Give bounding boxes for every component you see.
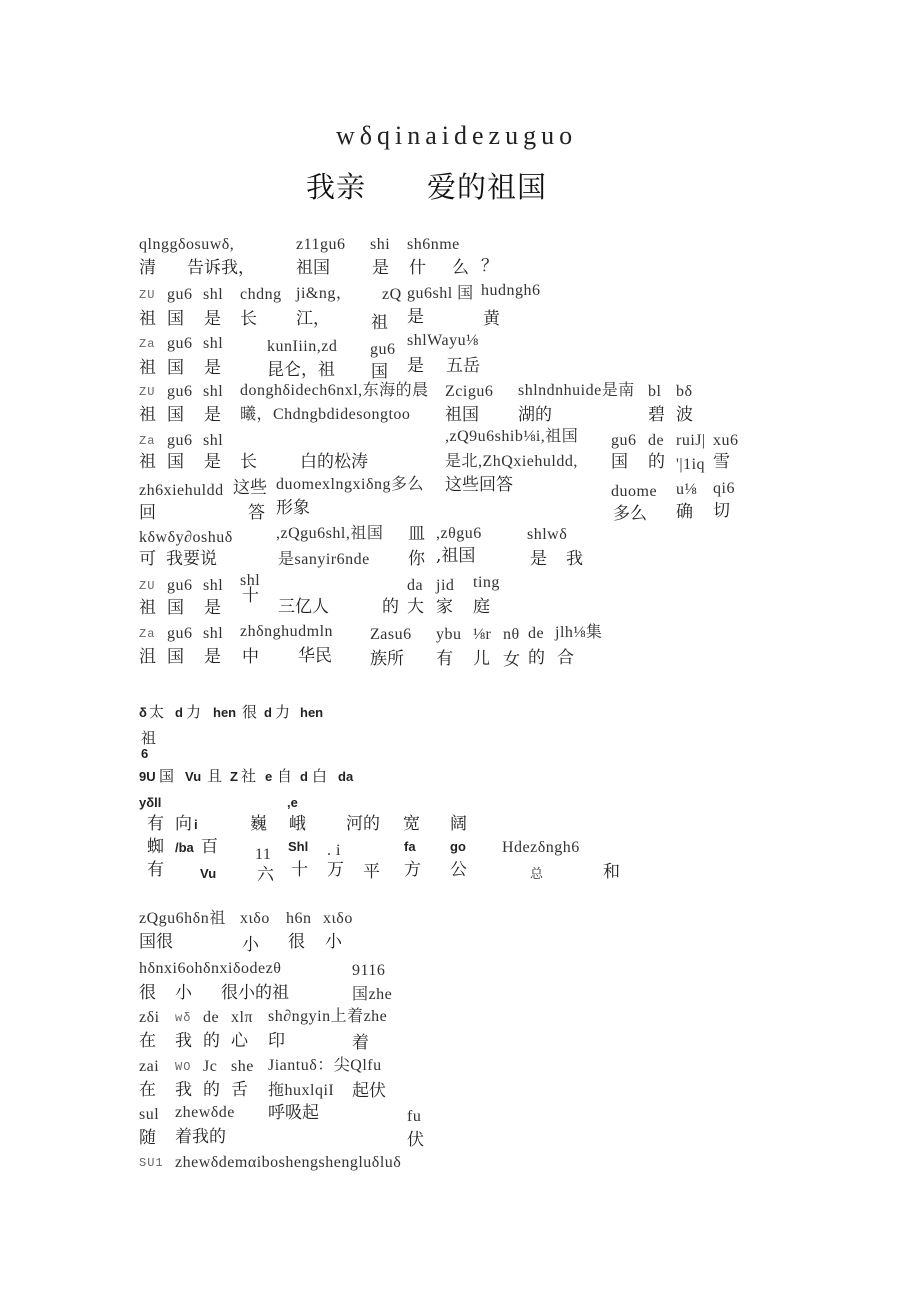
hanzi-text: 国 <box>167 647 184 667</box>
pinyin-text: she <box>231 1058 254 1075</box>
bold-text: da <box>338 769 354 784</box>
hanzi-text: 公 <box>450 860 467 880</box>
bold-text: i <box>194 817 198 832</box>
hanzi-text: ？ <box>481 256 498 276</box>
pinyin-text: ting <box>473 574 500 591</box>
bold-text: Z <box>230 769 238 784</box>
title-hanzi-left: 我亲 <box>306 170 367 204</box>
hanzi-text: 祖 <box>139 452 156 472</box>
hanzi-text: 中 <box>242 647 259 667</box>
hanzi-text: 我 <box>175 1080 192 1100</box>
hanzi-text: 是sanyir6nde <box>278 551 370 568</box>
hanzi-text: 曦，Chdngbdidesongtoo <box>240 406 411 423</box>
title-pinyin: wδqinaidezuguo <box>336 121 578 150</box>
hanzi-text: 国 <box>167 405 184 425</box>
pinyin-text: Za <box>139 337 156 351</box>
pinyin-text: shl <box>203 335 224 352</box>
bold-text: Vu <box>185 769 202 784</box>
hanzi-text: 祖 <box>139 358 156 378</box>
bold-text: fa <box>404 839 416 854</box>
hanzi-text: 国 <box>611 452 628 472</box>
hanzi-text: 宽 <box>403 814 420 834</box>
pinyin-text: gu6 <box>167 286 193 303</box>
hanzi-text: 是 <box>204 358 221 378</box>
hanzi-text: 可 <box>139 549 156 569</box>
bold-text: 6 <box>141 746 149 761</box>
hanzi-text: 力 <box>186 703 202 721</box>
pinyin-text: ji&ng， <box>296 285 353 302</box>
hanzi-text: 着 <box>352 1033 369 1053</box>
hanzi-text: 大 <box>407 597 424 617</box>
pinyin-text: ZU <box>139 579 156 593</box>
hanzi-text: 切 <box>713 501 730 521</box>
hanzi-text: 华民 <box>298 646 332 666</box>
hanzi-text: 国 <box>167 358 184 378</box>
hanzi-text: 祖 <box>371 313 388 333</box>
bold-text: d <box>175 705 183 720</box>
hanzi-text: 且 <box>207 767 223 785</box>
pinyin-text: duome <box>611 483 658 500</box>
hanzi-text: 心 <box>231 1031 248 1051</box>
hanzi-text: 碧 <box>648 405 665 425</box>
hanzi-text: 的 <box>648 452 665 472</box>
pinyin-text: gu6 <box>167 335 193 352</box>
hanzi-text: 向 <box>175 814 192 834</box>
hanzi-text: 江， <box>296 309 330 329</box>
hanzi-text: 国 <box>167 598 184 618</box>
hanzi-text: 这些 <box>233 478 267 498</box>
hanzi-text: 小 <box>175 983 192 1003</box>
pinyin-text: gu6 <box>167 625 193 642</box>
bold-text: e <box>265 769 273 784</box>
hanzi-text: 祖 <box>139 405 156 425</box>
bold-text: d <box>264 705 272 720</box>
pinyin-text: de <box>528 625 545 642</box>
hanzi-text: 呼吸起 <box>268 1103 319 1123</box>
hanzi-text: 我 <box>566 549 583 569</box>
hanzi-text: 皿 <box>408 524 425 544</box>
bold-text: /ba <box>175 840 194 855</box>
hanzi-text: 是 <box>204 647 221 667</box>
pinyin-text: xlπ <box>231 1009 254 1026</box>
pinyin-text: Zasu6 <box>370 626 412 643</box>
pinyin-text: ,zQ9u6shib⅛i,祖国 <box>445 428 579 445</box>
hanzi-text: 祖 <box>139 309 156 329</box>
hanzi-text: 儿 <box>473 649 490 669</box>
hanzi-text: 我要说 <box>166 549 217 569</box>
hanzi-text: 平 <box>363 862 380 882</box>
hanzi-text: 在 <box>139 1031 156 1051</box>
hanzi-text: 方 <box>404 860 421 880</box>
pinyin-text: qlnggδosuwδ, <box>139 236 235 253</box>
hanzi-text: 家 <box>436 597 453 617</box>
hanzi-text: 是 <box>204 452 221 472</box>
pinyin-text: ruiJ| <box>676 432 706 449</box>
pinyin-text: gu6 <box>611 432 637 449</box>
hanzi-text: 形象 <box>276 498 310 518</box>
hanzi-text: 国 <box>371 362 388 382</box>
pinyin-text: gu6 <box>167 383 193 400</box>
pinyin-text: shlWayu⅛ <box>407 332 479 349</box>
hanzi-text: 三亿人 <box>278 597 329 617</box>
pinyin-text: zδi <box>139 1009 160 1026</box>
hanzi-text: 白的松涛 <box>300 452 368 472</box>
pinyin-text: nθ <box>503 626 520 643</box>
hanzi-text: 和 <box>603 862 620 882</box>
hanzi-text: 太 <box>149 703 165 721</box>
pinyin-text: ⅛r <box>473 626 492 643</box>
pinyin-text: da <box>407 577 424 594</box>
hanzi-text: 巍 <box>250 814 267 834</box>
pinyin-text: bδ <box>676 383 693 400</box>
hanzi-text: 族所 <box>370 649 404 669</box>
pinyin-text: shi <box>370 236 391 253</box>
pinyin-text: jlh⅛集 <box>555 624 603 641</box>
hanzi-text: 的 <box>203 1080 220 1100</box>
pinyin-text: shl <box>203 577 224 594</box>
bold-text: Vu <box>200 866 217 881</box>
hanzi-text: 白 <box>312 767 328 785</box>
hanzi-text: 印 <box>268 1031 285 1051</box>
hanzi-text: 长 <box>240 309 257 329</box>
hanzi-text: 昆仑，祖 <box>267 360 335 380</box>
pinyin-text: hδnxi6ohδnxiδodezθ <box>139 960 282 977</box>
pinyin-text: shl <box>203 286 224 303</box>
pinyin-text: sh∂ngyin上着zhe <box>268 1008 388 1025</box>
pinyin-text: z11gu6 <box>296 236 346 253</box>
pinyin-text: shl <box>203 432 224 449</box>
hanzi-text: 女 <box>503 650 520 670</box>
hanzi-text: 万 <box>327 860 344 880</box>
hanzi-text: 波 <box>676 405 693 425</box>
hanzi-text: 小 <box>325 932 342 952</box>
hanzi-text: 是 <box>407 307 424 327</box>
hanzi-text: 的 <box>382 597 399 617</box>
pinyin-text: kunIiin,zd <box>267 338 338 355</box>
hanzi-text: 回 <box>139 503 156 523</box>
pinyin-text: ZU <box>139 385 156 399</box>
hanzi-text: 的 <box>528 648 545 668</box>
pinyin-text: kδwδy∂oshuδ <box>139 529 233 546</box>
pinyin-text: jid <box>436 577 455 594</box>
hanzi-text: 很 <box>288 932 305 952</box>
hanzi-text: 什 <box>409 258 426 278</box>
hanzi-text: 百 <box>201 837 218 857</box>
hanzi-text: 六 <box>257 865 274 885</box>
pinyin-text: Za <box>139 434 156 448</box>
pinyin-text: ZU <box>139 288 156 302</box>
pinyin-text: WO <box>175 1060 192 1074</box>
hanzi-text: 是北,ZhQxiehuldd, <box>445 453 578 470</box>
pinyin-text: duomexlngxiδng多么 <box>276 476 424 493</box>
pinyin-text: Jc <box>203 1058 218 1075</box>
bold-text: ,e <box>287 795 298 810</box>
pinyin-text: ,zQgu6shl,祖国 <box>276 525 384 542</box>
hanzi-text: 祖国 <box>296 258 330 278</box>
pinyin-text: Za <box>139 627 156 641</box>
pinyin-text: donghδidech6nxl,东海的晨 <box>240 382 429 399</box>
pinyin-text: xu6 <box>713 432 739 449</box>
hanzi-text: '|1iq <box>676 456 706 473</box>
pinyin-text: ,zθgu6 <box>436 525 482 542</box>
hanzi-text: ,祖国 <box>436 546 476 566</box>
hanzi-text: 祖国 <box>445 405 479 425</box>
pinyin-text: xιδo <box>240 910 270 927</box>
hanzi-text: 国 <box>167 309 184 329</box>
hanzi-text: 多么 <box>613 504 647 524</box>
hanzi-text: 国zhe <box>352 986 393 1003</box>
pinyin-text: gu6 <box>370 341 396 358</box>
hanzi-text: 蜘 <box>147 837 164 857</box>
hanzi-text: 国 <box>159 767 175 785</box>
hanzi-text: 这些回答 <box>445 475 513 495</box>
pinyin-text: wδ <box>175 1011 192 1025</box>
bold-text: δ <box>139 705 147 720</box>
hanzi-text: 很 <box>139 983 156 1003</box>
hanzi-text: 黄 <box>483 309 500 329</box>
bold-text: hen <box>213 705 237 720</box>
pinyin-text: gu6 <box>167 577 193 594</box>
bold-text: Shl <box>288 839 309 854</box>
pinyin-text: shl <box>203 383 224 400</box>
pinyin-text: 9116 <box>352 962 386 979</box>
hanzi-text: 自 <box>277 767 293 785</box>
hanzi-text: 沮 <box>139 647 156 667</box>
hanzi-text: 舌 <box>231 1080 248 1100</box>
hanzi-text: 答 <box>248 503 265 523</box>
hanzi-text: 祖 <box>139 598 156 618</box>
hanzi-text: 在 <box>139 1080 156 1100</box>
pinyin-text: sul <box>139 1106 160 1123</box>
pinyin-text: 11 <box>255 846 272 863</box>
hanzi-text: 力 <box>275 703 291 721</box>
bold-text: go <box>450 839 466 854</box>
hanzi-text: 我 <box>175 1031 192 1051</box>
hanzi-text: 湖的 <box>518 405 552 425</box>
pinyin-text: ybu <box>436 626 462 643</box>
hanzi-text: 国很 <box>139 932 173 952</box>
pinyin-text: fu <box>407 1108 422 1125</box>
hanzi-text: 合 <box>557 648 574 668</box>
hanzi-text: 你 <box>408 549 425 569</box>
hanzi-text: 社 <box>241 767 257 785</box>
title-hanzi-right: 爱的祖国 <box>427 170 548 204</box>
pinyin-text: zh6xiehuldd <box>139 482 224 499</box>
hanzi-text: 有 <box>436 649 453 669</box>
hanzi-text: 伏 <box>407 1130 424 1150</box>
hanzi-text: 河的 <box>346 814 380 834</box>
pinyin-text: zQ <box>382 286 402 303</box>
pinyin-text: zai <box>139 1058 160 1075</box>
pinyin-text: zhewδde <box>175 1104 235 1121</box>
pinyin-text: shlwδ <box>527 526 568 543</box>
hanzi-text: 十 <box>242 586 259 606</box>
hanzi-text: 随 <box>139 1128 156 1148</box>
hanzi-text: 是 <box>407 356 424 376</box>
hanzi-text: 着我的 <box>175 1127 226 1147</box>
pinyin-text: h6n <box>286 910 312 927</box>
pinyin-text: SU1 <box>139 1156 164 1170</box>
hanzi-text: 十 <box>291 860 308 880</box>
hanzi-text: 确 <box>676 502 693 522</box>
pinyin-text: shl <box>240 572 261 589</box>
hanzi-text: 很小的祖 <box>221 983 289 1003</box>
hanzi-text: 五岳 <box>446 356 480 376</box>
hanzi-text: 的 <box>203 1031 220 1051</box>
hanzi-text: 是 <box>204 405 221 425</box>
pinyin-text: sh6nme <box>407 236 460 253</box>
hanzi-text: 起伏 <box>352 1081 386 1101</box>
bold-text: hen <box>300 705 324 720</box>
pinyin-text: Hdezδngh6 <box>502 839 580 856</box>
bold-text: 9U <box>139 769 156 784</box>
pinyin-text: gu6shl 国 <box>407 285 474 302</box>
hanzi-text: 小 <box>242 935 259 955</box>
pinyin-text: zQgu6hδn祖 <box>139 910 226 927</box>
hanzi-text: 有 <box>147 860 164 880</box>
hanzi-text: 是 <box>204 309 221 329</box>
pinyin-text: zhδnghudmln <box>240 623 334 640</box>
pinyin-text: zhewδdemαiboshengshengluδluδ <box>175 1154 402 1171</box>
pinyin-text: hudngh6 <box>481 282 541 299</box>
pinyin-text: qi6 <box>713 480 735 497</box>
pinyin-text: gu6 <box>167 432 193 449</box>
hanzi-text: 有 <box>147 814 164 834</box>
bold-text: yδll <box>139 795 162 810</box>
pinyin-text: shl <box>203 625 224 642</box>
pinyin-text: u⅛ <box>676 481 697 498</box>
hanzi-text: 庭 <box>473 597 490 617</box>
pinyin-text: xιδo <box>323 910 353 927</box>
hanzi-text: 清 <box>139 258 156 278</box>
pinyin-text: Jiantuδ：尖Qlfu <box>268 1057 382 1074</box>
hanzi-text: 阔 <box>450 814 467 834</box>
pinyin-text: de <box>203 1009 220 1026</box>
pinyin-text: Zcigu6 <box>445 383 494 400</box>
hanzi-text: 告诉我， <box>187 258 255 278</box>
bold-text: d <box>300 769 308 784</box>
pinyin-text: chdng <box>240 286 282 303</box>
pinyin-text: shlndnhuide是南 <box>518 382 635 399</box>
hanzi-text: 很 <box>242 703 258 721</box>
pinyin-text: de <box>648 432 665 449</box>
hanzi-text: 是 <box>530 549 547 569</box>
hanzi-text: 总 <box>530 867 544 882</box>
hanzi-text: 么 <box>452 258 469 278</box>
hanzi-text: 拖huxlqiI <box>268 1082 335 1099</box>
hanzi-text: 长 <box>240 452 257 472</box>
hanzi-text: 是 <box>204 598 221 618</box>
pinyin-text: bl <box>648 383 662 400</box>
hanzi-text: 是 <box>372 258 389 278</box>
hanzi-text: 峨 <box>289 814 306 834</box>
hanzi-text: 国 <box>167 452 184 472</box>
hanzi-text: 雪 <box>713 452 730 472</box>
hanzi-fragment: 祖 <box>141 729 157 747</box>
pinyin-text: . i <box>327 842 341 859</box>
